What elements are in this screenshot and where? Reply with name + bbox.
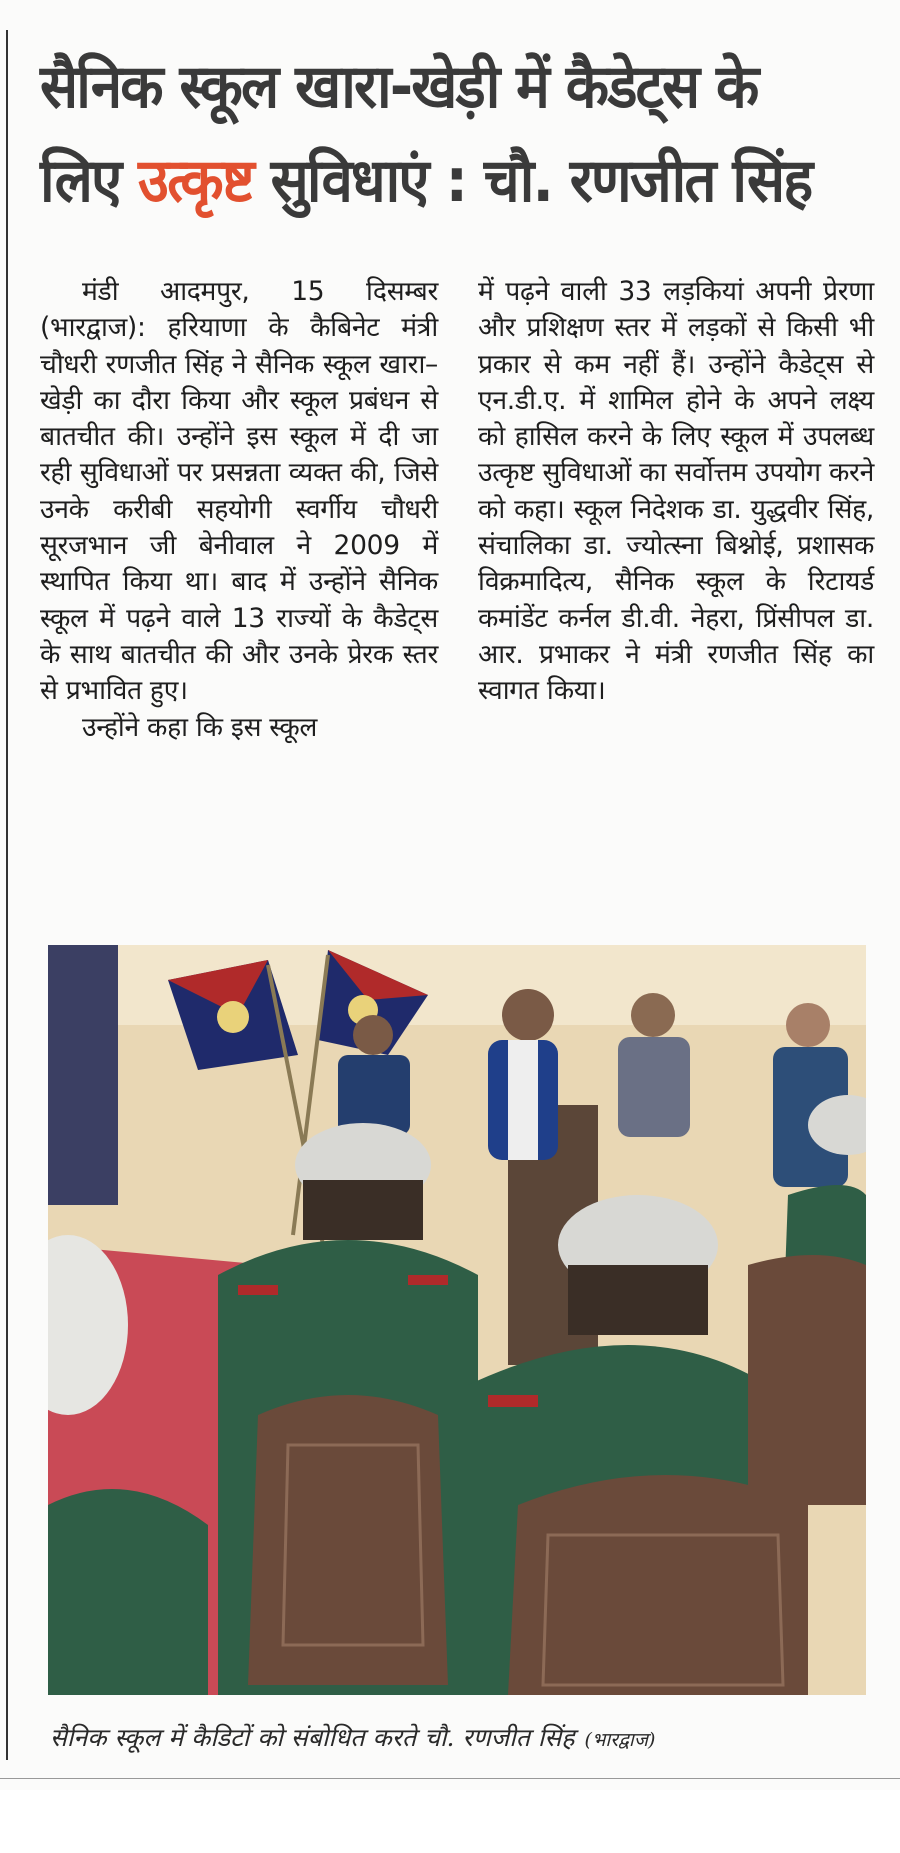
article-paragraph: उन्होंने कहा कि इस स्कूल <box>82 711 318 743</box>
column-rule <box>6 30 8 1760</box>
headline-line-2 <box>40 134 830 228</box>
headline-line-2-end: सुविधाएं : चौ. रणजीत सिंह <box>252 146 812 216</box>
bottom-divider <box>0 1778 900 1779</box>
photo-credit: (भारद्वाज) <box>584 1729 656 1751</box>
article-paragraph: में पढ़ने वाली 33 लड़कियां अपनी प्रेरणा और प्रशिक्षण स्तर में लड़कों से किसी भी प्रकार से कम नहीं हैं। उन्होंने कैडेट्स से एन.डी.ए. में शामिल होने के अपने लक्ष्य को हासिल करने के लिए स्कूल में उपलब्ध उत्कृष्ट सुविधाओं का सर्वोत्तम उपयोग करने को कहा। स्कूल निदेशक डा. युद्धवीर सिंह, संचालिका डा. ज्योत्स्ना बिश्नोई, प्रशासक विक्रमादित्य, सैनिक स्कूल के रिटायर्ड कमांडेंट कर्नल डी.वी. नेहरा, प्रिंसीपल डा. आर. प्रभाकर ने मंत्री रणजीत सिंह का स्वागत किया। <box>478 276 874 707</box>
headline-line-2-start: लिए <box>40 146 139 216</box>
headline <box>40 40 830 228</box>
caption-text: सैनिक स्कूल में कैडिटों को संबोधित करते चौ. रणजीत सिंह <box>50 1723 575 1752</box>
article-column-left <box>40 274 438 746</box>
article-column-right <box>478 274 874 710</box>
headline-line-1: सैनिक स्कूल खारा-खेड़ी में कैडेट्स के <box>40 52 758 122</box>
news-photo <box>48 945 866 1695</box>
chair <box>248 1395 448 1685</box>
headline-highlight: उत्कृष्ट <box>138 146 253 216</box>
chair <box>508 1475 808 1695</box>
photo-caption <box>50 1720 870 1754</box>
article-paragraph: मंडी आदमपुर, 15 दिसम्बर (भारद्वाज): हरियाणा के कैबिनेट मंत्री चौधरी रणजीत सिंह ने सैनिक स्कूल खारा–खेड़ी का दौरा किया और स्कूल प्रबंधन से बातचीत की। उन्होंने इस स्कूल में दी जा रही सुविधाओं पर प्रसन्नता व्यक्त की, जिसे उनके करीबी सहयोगी स्वर्गीय चौधरी सूरजभान जी बेनीवाल ने 2009 में स्थापित किया था। बाद में उन्होंने सैनिक स्कूल में पढ़ने वाले 13 राज्यों के कैडेट्स के साथ बातचीत की और उनके प्रेरक स्तर से प्रभावित हुए। <box>40 276 438 707</box>
cadets-photo-illustration <box>48 945 866 1695</box>
